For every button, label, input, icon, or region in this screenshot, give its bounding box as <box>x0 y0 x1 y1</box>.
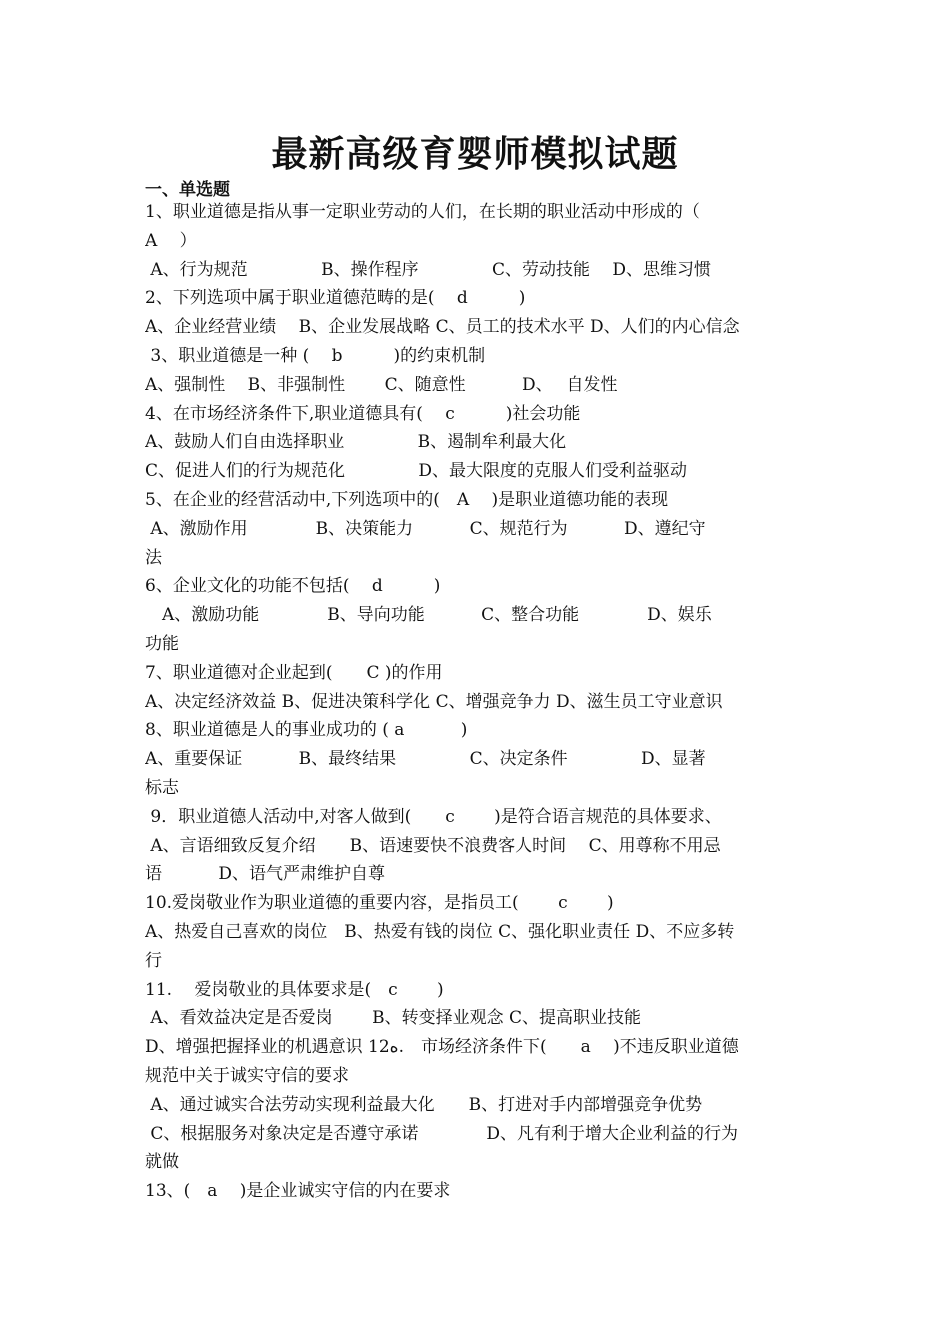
text-line: A、通过诚实合法劳动实现利益最大化 B、打进对手内部增强竞争优势 <box>145 1094 703 1115</box>
text-line: A、强制性 B、非强制性 C、随意性 D、 自发性 <box>145 374 618 395</box>
text-line: 2、下列选项中属于职业道德范畴的是( d ) <box>145 288 526 309</box>
question-list <box>145 198 815 1206</box>
document-title: 最新高级育婴师模拟试题 <box>271 134 679 175</box>
text-line: A ） <box>145 230 197 251</box>
text-line: 语 D、语气严肃维护自尊 <box>145 864 386 885</box>
text-line: A、激励作用 B、决策能力 C、规范行为 D、遵纪守 <box>145 518 706 539</box>
text-line: 6、企业文化的功能不包括( d ) <box>145 576 441 597</box>
text-line: 3、职业道德是一种 ( b )的约束机制 <box>145 345 486 366</box>
text-line: 1、职业道德是指从事一定职业劳动的人们，在长期的职业活动中形成的（ <box>145 202 700 222</box>
text-line: 8、职业道德是人的事业成功的 ( a ) <box>145 720 468 741</box>
text-line: A、决定经济效益 B、促进决策科学化 C、增强竞争力 D、滋生员工守业意识 <box>145 691 723 712</box>
text-line: 7、职业道德对企业起到( C )的作用 <box>145 662 443 683</box>
text-line: A、激励功能 B、导向功能 C、整合功能 D、娱乐 <box>145 605 712 626</box>
text-line: 9．职业道德人活动中,对客人做到( c )是符合语言规范的具体要求、 <box>145 806 722 827</box>
text-line: C、促进人们的行为规范化 D、最大限度的克服人们受利益驱动 <box>145 461 688 482</box>
text-line: A、热爱自己喜欢的岗位 B、热爱有钱的岗位 C、强化职业责任 D、不应多转 <box>145 921 735 942</box>
text-line: 规范中关于诚实守信的要求 <box>145 1065 349 1086</box>
text-line: 5、在企业的经营活动中,下列选项中的( A )是职业道德功能的表现 <box>145 489 669 510</box>
text-line: 行 <box>145 950 162 971</box>
text-line: C、根据服务对象决定是否遵守承诺 D、凡有利于增大企业利益的行为 <box>145 1123 739 1144</box>
text-line: 13、( a )是企业诚实守信的内在要求 <box>145 1181 451 1202</box>
text-line: A、企业经营业绩 B、企业发展战略 C、员工的技术水平 D、人们的内心信念 <box>145 317 740 338</box>
text-line: 标志 <box>145 777 179 798</box>
text-line: 法 <box>145 547 162 568</box>
text-line: A、鼓励人们自由选择职业 B、遏制牟利最大化 <box>145 432 567 453</box>
text-line: A、看效益决定是否爱岗 B、转变择业观念 C、提高职业技能 <box>145 1008 641 1029</box>
text-line: 4、在市场经济条件下,职业道德具有( c )社会功能 <box>145 403 581 424</box>
section-heading: 一、单选题 <box>145 180 230 200</box>
text-line: 11. 爱岗敬业的具体要求是( c ) <box>145 979 444 1000</box>
text-line: A、行为规范 B、操作程序 C、劳动技能 D、思维习惯 <box>145 259 712 280</box>
text-line: 10.爱岗敬业作为职业道德的重要内容，是指员工( c ) <box>145 893 614 914</box>
text-line: D、增强把握择业的机遇意识 12ه. 市场经济条件下( a )不违反职业道德 <box>145 1037 739 1058</box>
text-line: A、言语细致反复介绍 B、语速要快不浪费客人时间 C、用尊称不用忌 <box>145 835 721 856</box>
text-line: 就做 <box>145 1152 179 1173</box>
text-line: A、重要保证 B、最终结果 C、决定条件 D、显著 <box>145 749 706 770</box>
text-line: 功能 <box>145 633 179 654</box>
